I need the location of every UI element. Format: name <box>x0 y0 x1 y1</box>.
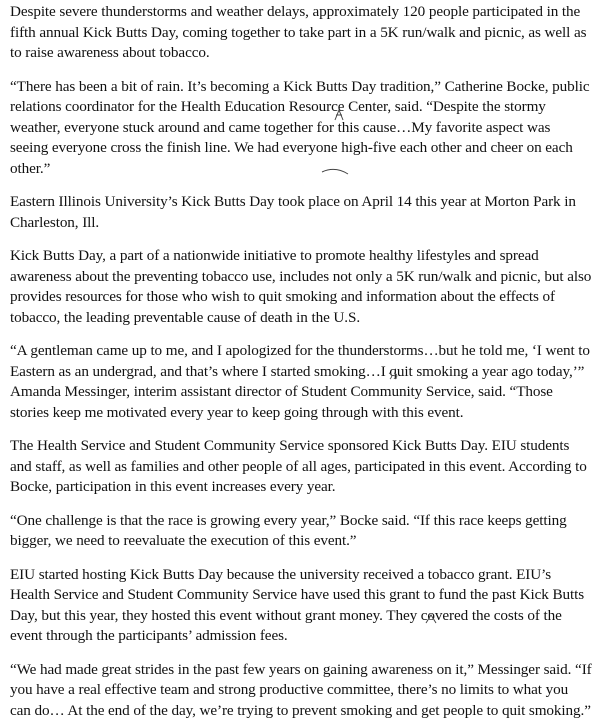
paragraph-9: “We had made great strides in the past few years on gaining awareness on it,” Messinger said. “If you have a real effective team and strong productive committee, there’s no limits to what you can do… At the end of the day, we’re trying to prevent smoking and get people to quit smoking.” <box>10 660 592 721</box>
paragraph-6: The Health Service and Student Community Service sponsored Kick Butts Day. EIU students and staff, as well as families and other people of all ages, participated in this event. According to Bocke, participation in this event increases every year. <box>10 436 592 498</box>
paragraph-7: “One challenge is that the race is growing every year,” Bocke said. “If this race keeps getting bigger, we need to reevaluate the execution of this event.” <box>10 511 592 552</box>
paragraph-2: “There has been a bit of rain. It’s becoming a Kick Butts Day tradition,” Catherine Bocke, public relations coordinator for the Health Education Resource Center, said. “Despite the stormy weather, everyone stuck around and came together for this cause…My favorite aspect was seeing everyone cross the finish line. We had everyone high-five each other and cheer on each other.” <box>10 77 592 180</box>
paragraph-3: Eastern Illinois University’s Kick Butts Day took place on April 14 this year at Morton Park in Charleston, Ill. <box>10 192 592 233</box>
paragraph-8: EIU started hosting Kick Butts Day because the university received a tobacco grant. EIU’s Health Service and Student Community Service have used this grant to fund the past Kick Butts Day, but this year, they hosted this event without grant money. They covered the costs of the event through the participants’ admission fees. <box>10 565 592 647</box>
paragraph-4: Kick Butts Day, a part of a nationwide initiative to promote healthy lifestyles and spread awareness about the preventing tobacco use, includes not only a 5K run/walk and picnic, but also provides resources for those who wish to quit smoking and information about the effects of tobacco, the leading preventable cause of death in the U.S. <box>10 246 592 328</box>
paragraph-1: Despite severe thunderstorms and weather delays, approximately 120 people participated in the fifth annual Kick Butts Day, coming together to take part in a 5K run/walk and picnic, as well as to raise awareness about tobacco. <box>10 2 592 64</box>
paragraph-5: “A gentleman came up to me, and I apologized for the thunderstorms…but he told me, ‘I went to Eastern as an undergrad, and that’s where I started smoking…I quit smoking a year ago today,’” Amanda Messinger, interim assistant director of Student Community Service, said. “Those stories keep me motivated every year to keep going through with this event. <box>10 341 592 423</box>
